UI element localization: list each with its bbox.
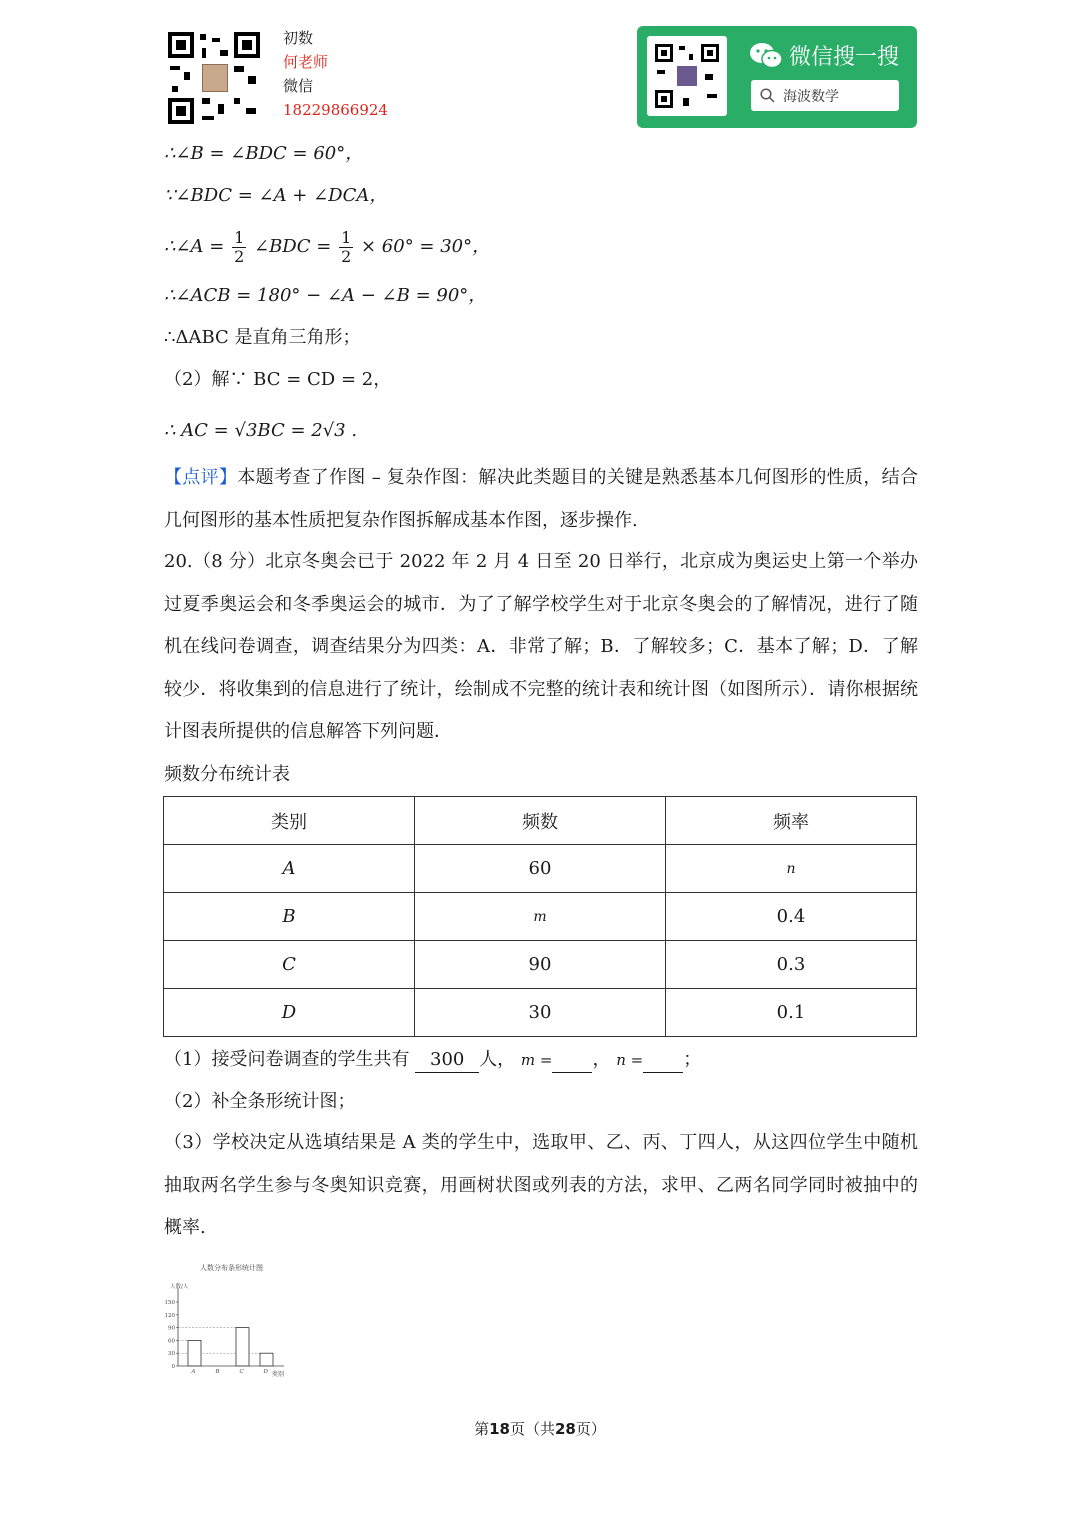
- avatar: [202, 64, 228, 92]
- fraction-half-1: [232, 229, 246, 266]
- search-icon: [760, 88, 775, 103]
- x-tick-label: A: [191, 1369, 196, 1375]
- line3-part-a: ∴∠A =: [164, 236, 225, 257]
- table-row: [164, 893, 917, 941]
- table-cell: 30: [415, 989, 666, 1037]
- y-tick-label: 90: [168, 1325, 175, 1332]
- solution-line-3: [164, 226, 490, 268]
- y-tick-label: 120: [164, 1312, 175, 1319]
- footer-mid: 页（共: [509, 1420, 555, 1438]
- frequency-table: [163, 796, 917, 1037]
- subquestion-3: （3）学校决定从选填结果是 A 类的学生中，选取甲、乙、丙、丁四人，从这四位学生中随机抽取两名学生参与冬奥知识竞赛，用画树状图或列表的方法，求甲、乙两名同学同时被抽中的概率.: [164, 1132, 918, 1238]
- chart-ylabel: 人数/人: [170, 1284, 189, 1290]
- solution-line-1: ∴∠B = ∠BDC = 60°，: [164, 143, 364, 164]
- table-cell: 90: [415, 941, 666, 989]
- comment-tag: 【点评】: [164, 467, 238, 488]
- header-rate: 频率: [666, 797, 917, 845]
- bar-A: [188, 1340, 201, 1366]
- y-tick-label: 60: [168, 1338, 175, 1345]
- qr-code-teacher: [168, 32, 260, 124]
- y-tick-label: 150: [164, 1300, 175, 1306]
- table-row: [164, 989, 917, 1037]
- wechat-title: 微信搜一搜: [789, 45, 900, 70]
- fraction-numerator: 1: [234, 227, 245, 247]
- wechat-search-banner[interactable]: [637, 26, 917, 128]
- q1-prefix: （1）接受问卷调查的学生共有: [164, 1049, 410, 1070]
- header-frequency: 频数: [415, 797, 666, 845]
- wechat-search-box[interactable]: [751, 80, 899, 111]
- solution-line-5: ∴ΔABC 是直角三角形；: [164, 327, 361, 348]
- header-line-3: 微信: [283, 77, 314, 95]
- wechat-logo-icon: [749, 42, 783, 70]
- question-20-text: 20.（8 分）北京冬奥会已于 2022 年 2 月 4 日至 20 日举行，北京成为奥运史上第一个举办过夏季奥运会和冬季奥运会的城市．为了了解学校学生对于北京冬奥会的了解情况，进行了随机在线问卷调查，调查结果分为四类：A．非常了解；B．了解较多；C．基本了解；D．了解较少．将收集到的信息进行了统计，绘制成不完整的统计表和统计图（如图所示）．请你根据统计图表所提供的信息解答下列问题．: [164, 551, 918, 742]
- line3-part-b: ∠BDC =: [254, 236, 332, 257]
- bar-chart: [160, 1258, 300, 1380]
- q1-end: ；: [683, 1049, 702, 1070]
- bar-C: [236, 1328, 249, 1366]
- fraction-half-2: [339, 229, 353, 266]
- line3-part-c: × 60° = 30°，: [360, 236, 491, 257]
- table-cell: 0.1: [666, 989, 917, 1037]
- comment-paragraph: [164, 457, 918, 542]
- total-pages: 28: [555, 1420, 576, 1438]
- q1-m-blank[interactable]: [552, 1048, 592, 1073]
- table-cell: m: [415, 893, 666, 941]
- table-cell: D: [164, 989, 415, 1037]
- table-title: 频数分布统计表: [164, 764, 290, 785]
- teacher-contact: [283, 26, 388, 122]
- y-tick-label: 30: [168, 1351, 175, 1358]
- table-cell: A: [164, 845, 415, 893]
- phone-number: 18229866924: [283, 101, 388, 119]
- solution-line-6: （2）解∵ BC = CD = 2，: [164, 369, 392, 390]
- page-number: 18: [489, 1420, 510, 1438]
- x-tick-label: B: [215, 1369, 220, 1375]
- table-row: [164, 845, 917, 893]
- qr-center-logo: [677, 66, 697, 86]
- subquestion-2: （2）补全条形统计图；: [164, 1091, 356, 1112]
- page-footer: [0, 1418, 1080, 1439]
- q1-answer-total: 300: [415, 1048, 479, 1073]
- header-line-1: 初数: [283, 29, 314, 47]
- solution-line-2: ∵∠BDC = ∠A + ∠DCA，: [164, 185, 388, 206]
- footer-pre: 第: [474, 1420, 490, 1438]
- x-tick-label: C: [239, 1369, 244, 1375]
- table-row: [164, 941, 917, 989]
- y-tick-label: 0: [171, 1364, 175, 1370]
- table-header-row: [164, 797, 917, 845]
- wechat-search-text: 海波数学: [783, 89, 839, 105]
- subquestion-1: [164, 1048, 701, 1073]
- fraction-numerator: 1: [341, 227, 352, 247]
- table-cell: B: [164, 893, 415, 941]
- q1-n-blank[interactable]: [643, 1048, 683, 1073]
- header-category: 类别: [164, 797, 415, 845]
- x-tick-label: D: [263, 1369, 268, 1375]
- chart-title: 人数分布条形统计图: [200, 1264, 263, 1272]
- q1-m-label: m =: [520, 1051, 553, 1069]
- q1-n-label: n =: [616, 1051, 644, 1069]
- teacher-name: 何老师: [283, 53, 329, 71]
- footer-post: 页）: [575, 1420, 606, 1438]
- fraction-denominator: 2: [234, 246, 245, 266]
- table-cell: 60: [415, 845, 666, 893]
- table-cell: 0.4: [666, 893, 917, 941]
- bar-D: [260, 1353, 273, 1366]
- wechat-qr-code: [647, 36, 727, 116]
- fraction-denominator: 2: [341, 246, 352, 266]
- table-cell: n: [666, 845, 917, 893]
- comment-text: 本题考查了作图 – 复杂作图：解决此类题目的关键是熟悉基本几何图形的性质，结合几何图形的基本性质把复杂作图拆解成基本作图，逐步操作.: [164, 467, 918, 531]
- solution-line-7: ∴ AC = √3BC = 2√3 .: [164, 420, 358, 441]
- table-cell: C: [164, 941, 415, 989]
- q1-mid: 人，: [479, 1049, 516, 1070]
- table-cell: 0.3: [666, 941, 917, 989]
- chart-xlabel: 类别: [272, 1371, 285, 1378]
- q1-comma: ，: [592, 1049, 611, 1070]
- solution-line-4: ∴∠ACB = 180° − ∠A − ∠B = 90°，: [164, 285, 487, 306]
